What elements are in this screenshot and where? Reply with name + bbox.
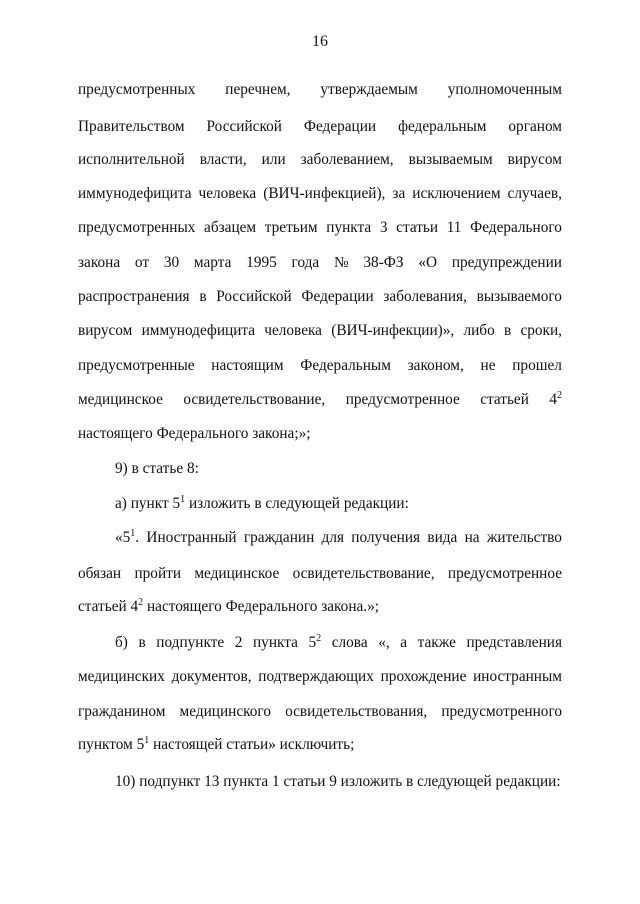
text-line — [115, 494, 562, 514]
word: подтверждающих — [258, 668, 374, 685]
text-line — [78, 184, 562, 204]
word: предусмотренные — [78, 357, 195, 374]
word: власти, — [199, 151, 247, 168]
text-line — [78, 564, 562, 584]
line-text: пунктом 5 — [78, 736, 145, 753]
word: иммунодефицита — [78, 185, 192, 202]
word: прохождение — [380, 668, 467, 685]
line-text: настоящего Федерального закона.»; — [143, 598, 380, 615]
word: обязан — [78, 565, 122, 582]
word: освидетельствование, — [292, 565, 435, 582]
text-line — [115, 772, 562, 792]
word: Российской — [206, 118, 282, 135]
superscript: 2 — [138, 597, 144, 608]
word: за — [392, 185, 406, 202]
word: слова — [331, 634, 368, 651]
word: Иностранный — [146, 529, 237, 546]
word: «, — [378, 634, 390, 651]
word: пункта — [326, 219, 372, 236]
word: утверждаемым — [320, 81, 418, 98]
word: б) — [115, 634, 128, 651]
word: в — [199, 288, 207, 305]
word: в — [138, 634, 146, 651]
word: 11 — [446, 219, 462, 236]
word: 2 — [234, 634, 243, 651]
superscript: 1 — [130, 528, 136, 539]
word: третьим — [264, 219, 318, 236]
word: (ВИЧ-инфекцией), — [263, 185, 386, 202]
word: пункта — [253, 634, 298, 651]
word: не — [480, 357, 496, 374]
text-line — [78, 424, 562, 444]
word: на — [464, 529, 480, 546]
text-line — [78, 321, 562, 341]
word: федеральным — [398, 118, 487, 135]
word: человека — [264, 322, 322, 339]
word: либо — [463, 322, 495, 339]
line-text: настоящей статьи» исключить; — [149, 736, 355, 753]
word: 38-ФЗ — [363, 254, 404, 271]
word: исключением — [412, 185, 501, 202]
word: медицинского — [179, 703, 271, 720]
word: вида — [427, 529, 458, 546]
superscript: 2 — [557, 390, 562, 401]
word: заболеванием, — [300, 151, 394, 168]
word: предусмотренных — [78, 219, 196, 236]
word: статьи — [396, 219, 439, 236]
word: вирусом — [78, 322, 133, 339]
word: освидетельствования, — [285, 703, 428, 720]
word: медицинских — [78, 668, 165, 685]
line-text: статьей 4 — [78, 598, 139, 615]
text-line — [78, 80, 562, 100]
word-group — [115, 528, 139, 548]
word: в — [503, 322, 512, 339]
word: 5 — [308, 634, 317, 651]
word: закона — [78, 254, 121, 271]
text-line — [78, 735, 562, 755]
word: 30 — [163, 254, 180, 271]
word: перечнем, — [225, 81, 291, 98]
word: статьей — [480, 391, 529, 408]
word: распространения — [78, 288, 190, 305]
word: Правительством — [78, 118, 185, 135]
word: абзацем — [204, 219, 257, 236]
line-text: изложить в следующей редакции: — [185, 495, 409, 512]
word: жительство — [486, 529, 562, 546]
word: года — [291, 254, 320, 271]
word: человека — [198, 185, 257, 202]
word-group — [309, 633, 322, 653]
word: документов, — [171, 668, 252, 685]
word: сроки, — [520, 322, 562, 339]
word: для — [321, 529, 344, 546]
word: медицинское — [78, 391, 163, 408]
word: вызываемого — [476, 288, 562, 305]
line-text: 10) подпункт 13 пункта 1 статьи 9 изложить в следующей редакции: — [115, 773, 561, 790]
word: исполнительной — [78, 151, 185, 168]
text-line — [78, 253, 562, 273]
text-line — [78, 287, 562, 307]
text-line — [78, 117, 562, 137]
word: представления — [466, 634, 562, 651]
word: предупреждении — [451, 254, 562, 271]
word-group — [549, 390, 562, 410]
word: органом — [508, 118, 562, 135]
word: прошел — [512, 357, 562, 374]
line-text: 9) в статье 8: — [115, 460, 199, 477]
word: а — [400, 634, 408, 651]
word: 4 — [549, 391, 557, 408]
text-line — [78, 218, 562, 238]
page-number: 16 — [312, 33, 328, 50]
text-line — [78, 150, 562, 170]
word: заболевания, — [383, 288, 467, 305]
word: марта — [193, 254, 232, 271]
word: «О — [418, 254, 438, 271]
superscript: 1 — [144, 735, 150, 746]
word: гражданин — [243, 529, 315, 546]
line-text: настоящего Федерального закона;»; — [78, 425, 311, 442]
word: предусмотренных — [78, 81, 196, 98]
word: Федерации — [301, 288, 374, 305]
word: . — [135, 529, 140, 546]
superscript: 1 — [180, 494, 186, 505]
word: подпункте — [156, 634, 225, 651]
word: настоящим — [211, 357, 284, 374]
text-line — [115, 459, 562, 479]
text-line — [115, 633, 562, 653]
text-line — [78, 597, 562, 617]
word: Федерального — [470, 219, 562, 236]
word: от — [134, 254, 150, 271]
word: предусмотренного — [441, 703, 562, 720]
word: освидетельствование, — [183, 391, 326, 408]
word: «5 — [115, 529, 131, 546]
word: также — [417, 634, 456, 651]
word: медицинское — [194, 565, 280, 582]
word: законом, — [407, 357, 464, 374]
word: получения — [351, 529, 421, 546]
word: 1995 — [246, 254, 277, 271]
word: (ВИЧ-инфекции)», — [331, 322, 455, 339]
word: № — [334, 254, 349, 271]
word: предусмотренное — [447, 565, 562, 582]
word: иммунодефицита — [141, 322, 256, 339]
word: Федеральным — [300, 357, 391, 374]
word: 3 — [379, 219, 388, 236]
text-line — [78, 356, 562, 376]
text-line — [78, 667, 562, 687]
text-line — [115, 528, 562, 548]
word: Федерации — [303, 118, 377, 135]
line-text: а) пункт 5 — [115, 495, 181, 512]
word: или — [261, 151, 286, 168]
word: уполномоченным — [447, 81, 562, 98]
text-line — [78, 702, 562, 722]
text-line — [78, 390, 562, 410]
word: пройти — [134, 565, 182, 582]
word: иностранным — [473, 668, 562, 685]
word: вирусом — [507, 151, 562, 168]
word: гражданином — [78, 703, 166, 720]
word: случаев, — [507, 185, 562, 202]
word: вызываемым — [408, 151, 493, 168]
superscript: 2 — [316, 633, 322, 644]
word: Российской — [216, 288, 292, 305]
word: предусмотренное — [345, 391, 460, 408]
